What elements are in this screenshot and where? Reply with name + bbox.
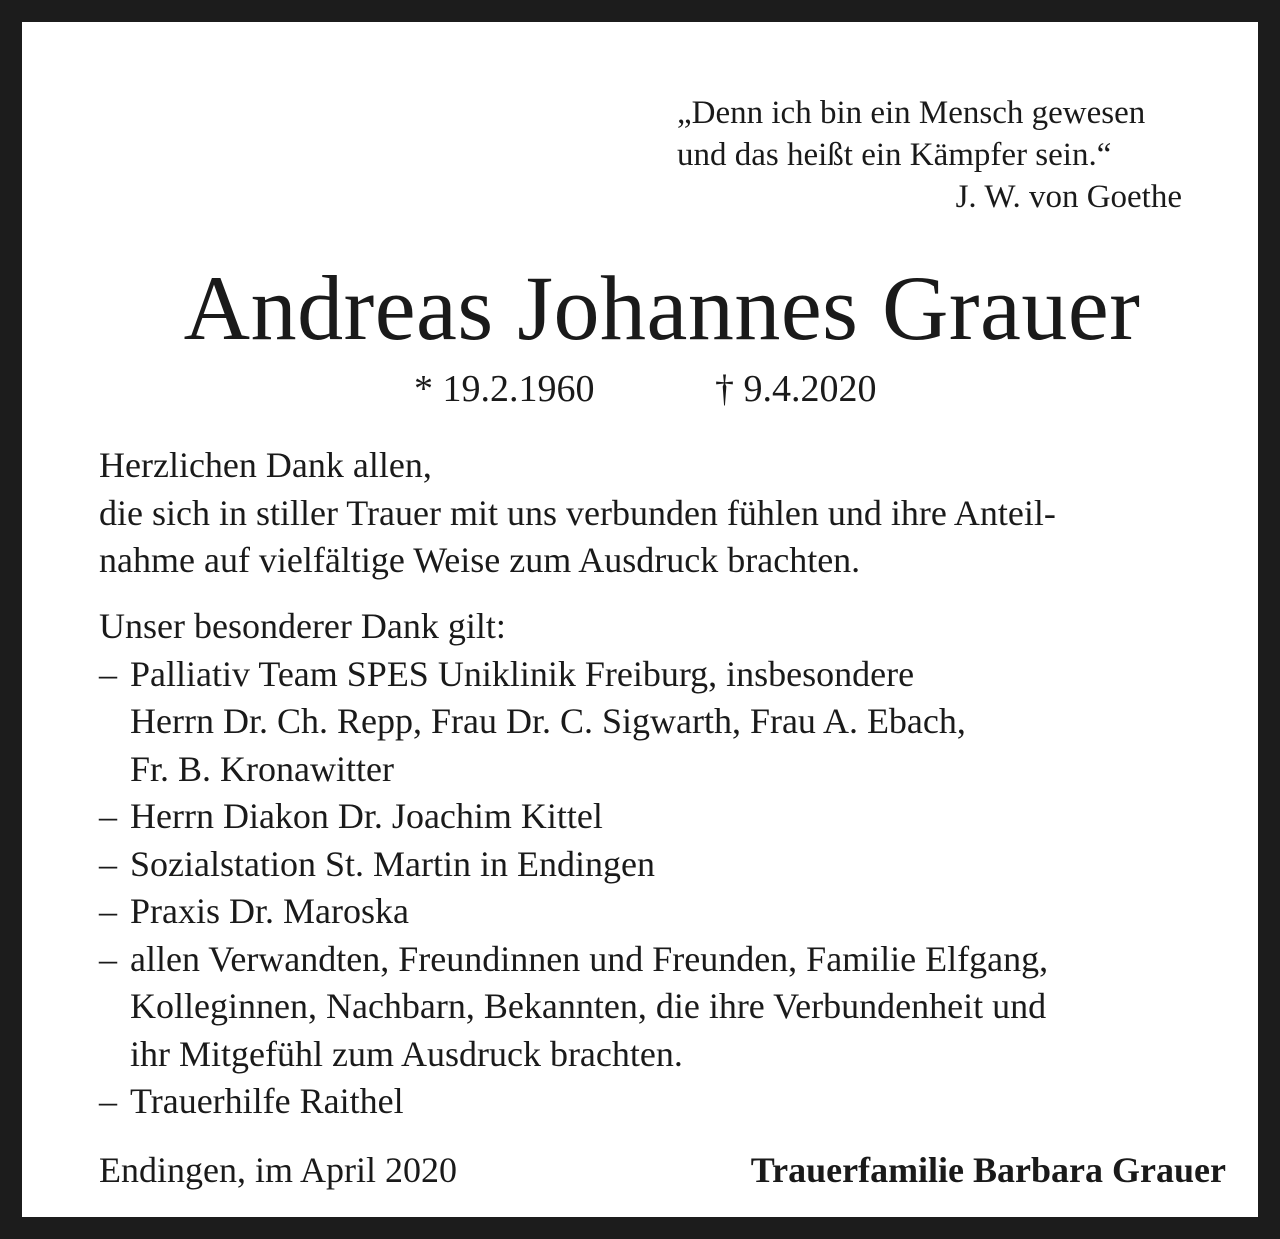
family-signature: Trauerfamilie Barbara Grauer <box>750 1150 1226 1190</box>
dash-bullet: – <box>99 843 117 884</box>
list-item-line: Trauerhilfe Raithel <box>130 1081 404 1121</box>
list-item-line: Herrn Dr. Ch. Repp, Frau Dr. C. Sigwarth, Frau A. Ebach, <box>130 701 966 741</box>
list-item-line: Sozialstation St. Martin in Endingen <box>130 843 655 884</box>
dash-bullet: – <box>99 1081 117 1121</box>
list-item <box>99 936 1239 1079</box>
list-item-line: Kolleginnen, Nachbarn, Bekannten, die ihre Verbundenheit und <box>130 986 1047 1026</box>
place-date: Endingen, im April 2020 <box>99 1150 457 1190</box>
list-item-line: Herrn Diakon Dr. Joachim Kittel <box>130 796 603 836</box>
thanks-line: Herzlichen Dank allen, <box>99 445 432 485</box>
list-item-line: ihr Mitgefühl zum Ausdruck brachten. <box>130 1033 683 1074</box>
list-item <box>99 651 1239 794</box>
epigraph-quote <box>677 92 1237 176</box>
special-thanks-heading: Unser besonderer Dank gilt: <box>99 606 506 646</box>
quote-line: „Denn ich bin ein Mensch gewesen <box>677 95 1146 131</box>
list-item-line: Praxis Dr. Maroska <box>130 891 409 931</box>
list-item <box>99 1078 1239 1126</box>
list-item <box>99 841 1239 889</box>
dash-bullet: – <box>99 938 117 979</box>
dash-bullet: – <box>99 891 117 931</box>
death-date: † 9.4.2020 <box>715 368 877 410</box>
list-item-line: Palliativ Team SPES Uniklinik Freiburg, insbesondere <box>130 653 915 694</box>
birth-date: * 19.2.1960 <box>414 368 595 410</box>
dash-bullet: – <box>99 796 117 836</box>
list-item <box>99 793 1239 841</box>
list-item-line: allen Verwandten, Freundinnen und Freunden, Familie Elfgang, <box>130 938 1049 979</box>
quote-author: J. W. von Goethe <box>955 179 1182 215</box>
thanks-line: nahme auf vielfältige Weise zum Ausdruck brachten. <box>99 540 861 580</box>
special-thanks <box>99 603 1239 1126</box>
thanks-paragraph <box>99 442 1239 585</box>
list-item <box>99 888 1239 936</box>
quote-line: und das heißt ein Kämpfer sein.“ <box>677 137 1112 173</box>
thanks-line: die sich in stiller Trauer mit uns verbunden fühlen und ihre Anteil- <box>99 492 1056 533</box>
dash-bullet: – <box>99 653 117 694</box>
deceased-name: Andreas Johannes Grauer <box>183 257 1141 359</box>
list-item-line: Fr. B. Kronawitter <box>130 748 394 789</box>
